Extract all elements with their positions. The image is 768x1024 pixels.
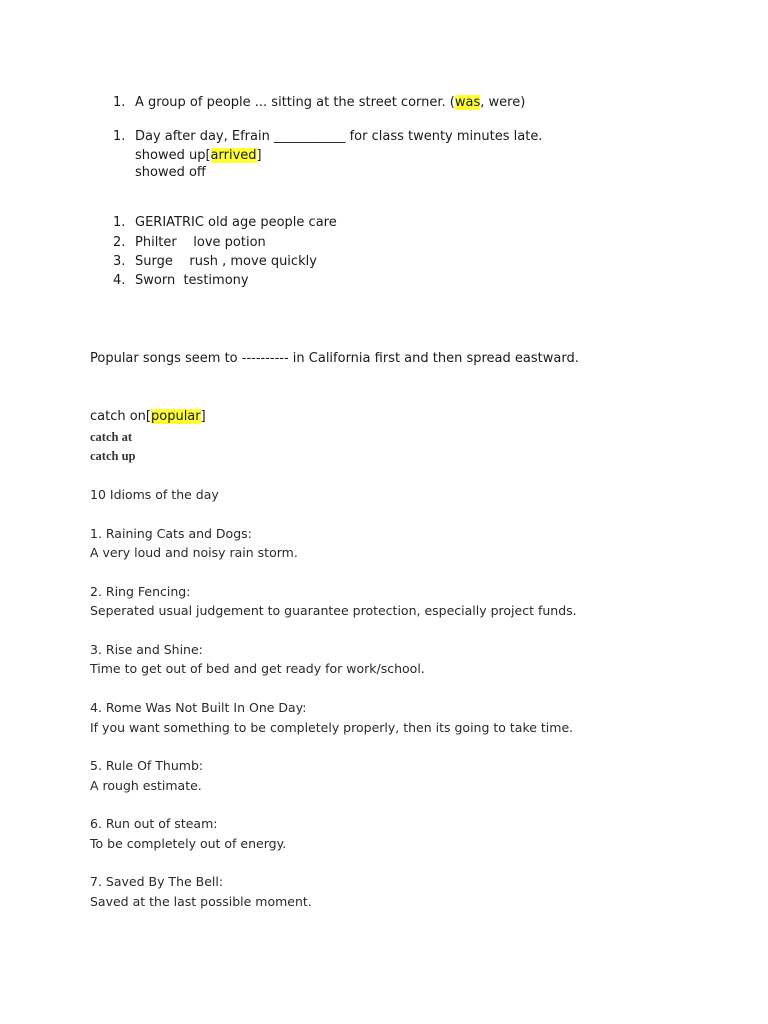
idiom-title: 3. Rise and Shine: [90, 642, 203, 657]
idiom-title: 1. Raining Cats and Dogs: [90, 526, 252, 541]
idiom-title: 5. Rule Of Thumb: [90, 758, 204, 773]
vocab-item: GERIATRIC old age people care [135, 215, 337, 230]
idioms-heading: 10 Idioms of the day [90, 487, 219, 502]
idiom-meaning: A very loud and noisy rain storm. [90, 545, 298, 560]
question2-option1-before: showed up[ [135, 148, 211, 163]
vocab-number: 3. [113, 254, 126, 269]
question3-option2: catch at [90, 430, 132, 444]
question3-option1-highlight: popular [151, 409, 201, 424]
idiom-meaning: A rough estimate. [90, 778, 202, 793]
idiom-title: 4. Rome Was Not Built In One Day: [90, 700, 307, 715]
question1-highlight: was [454, 95, 481, 110]
idiom-title: 6. Run out of steam: [90, 816, 218, 831]
idiom-meaning: If you want something to be completely properly, then its going to take time. [90, 720, 574, 735]
question3-text: Popular songs seem to ---------- in California first and then spread eastward. [90, 351, 579, 366]
question2-option1-after: ] [256, 148, 262, 163]
question3-option1 [90, 409, 206, 425]
question3-option1-after: ] [200, 409, 206, 424]
vocab-number: 1. [113, 215, 126, 230]
question2-option2: showed off [135, 165, 206, 180]
idiom-title: 2. Ring Fencing: [90, 584, 191, 599]
question2-text: Day after day, Efrain ___________ for class twenty minutes late. [135, 129, 543, 144]
vocab-number: 4. [113, 273, 126, 288]
question1-number: 1. [113, 95, 126, 110]
question1-text-after: , were) [480, 95, 526, 110]
vocab-number: 2. [113, 235, 126, 250]
question2-number: 1. [113, 129, 126, 144]
idiom-title: 7. Saved By The Bell: [90, 874, 224, 889]
question2-option1-highlight: arrived [210, 148, 257, 163]
question3-option1-before: catch on[ [90, 409, 151, 424]
question2-option1 [135, 148, 262, 164]
question3-option3: catch up [90, 449, 136, 463]
vocab-item: Philter love potion [135, 235, 266, 250]
idiom-meaning: Time to get out of bed and get ready for work/school. [90, 661, 425, 676]
idiom-meaning: Saved at the last possible moment. [90, 894, 312, 909]
question1-text [135, 95, 525, 111]
idiom-meaning: To be completely out of energy. [90, 836, 287, 851]
question1-text-before: A group of people ... sitting at the street corner. ( [135, 95, 455, 110]
idiom-meaning: Seperated usual judgement to guarantee protection, especially project funds. [90, 603, 577, 618]
vocab-item: Sworn testimony [135, 273, 249, 288]
vocab-item: Surge rush , move quickly [135, 254, 317, 269]
